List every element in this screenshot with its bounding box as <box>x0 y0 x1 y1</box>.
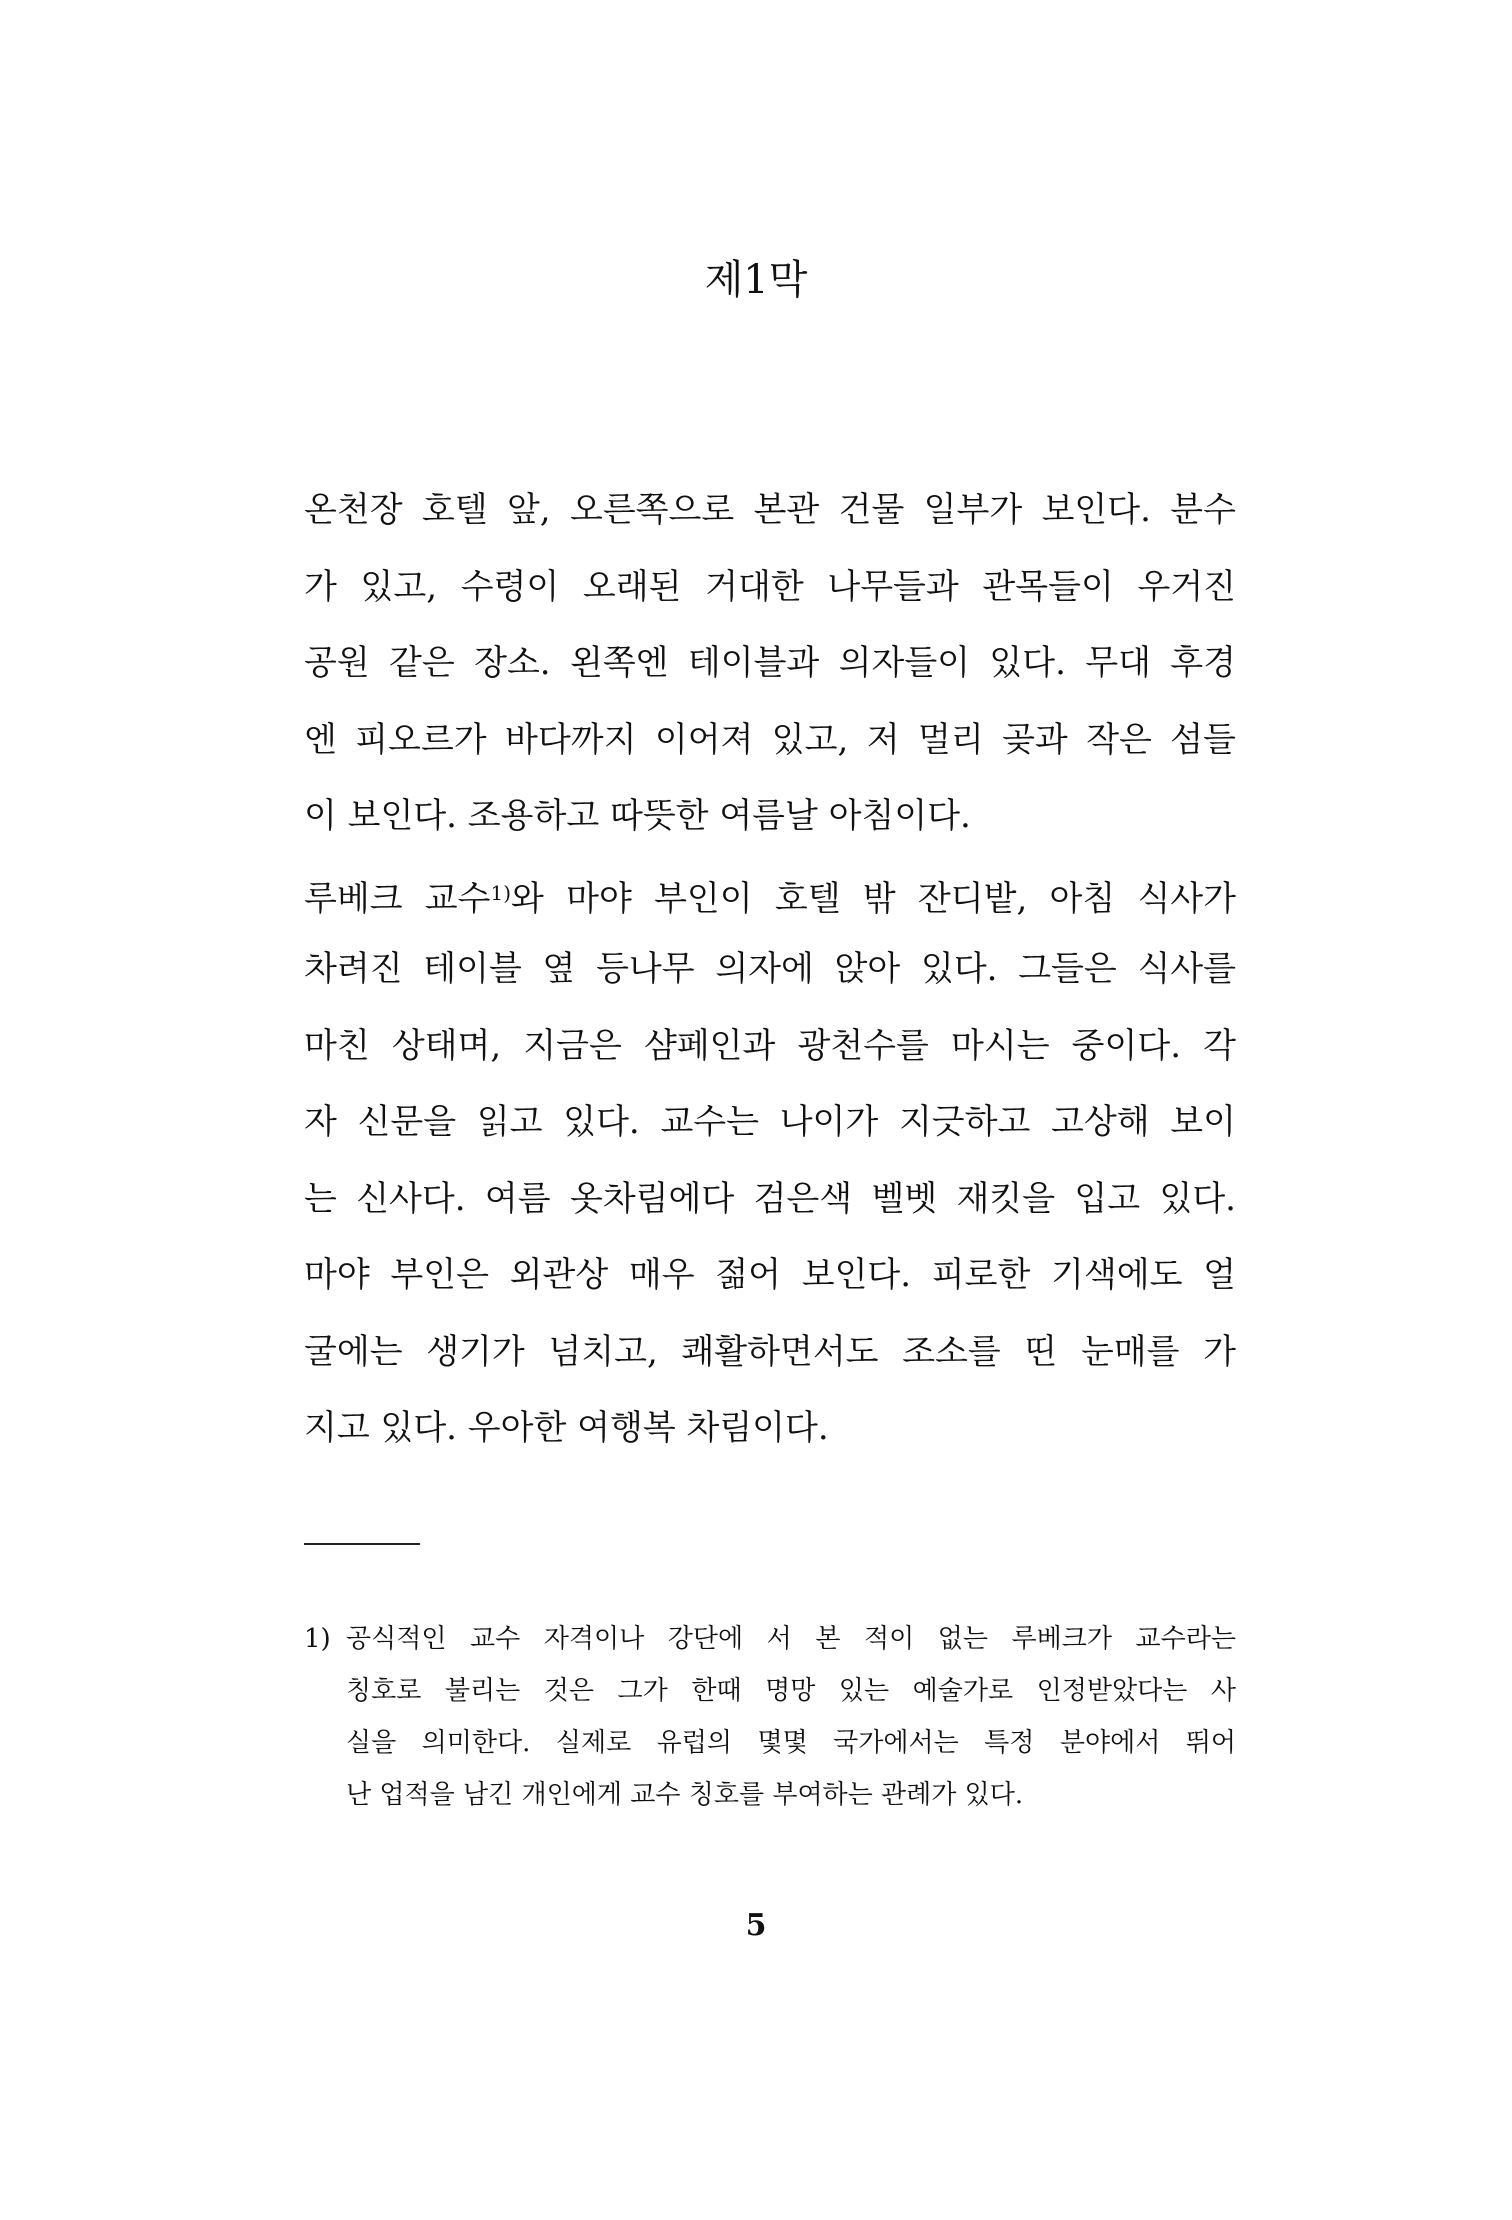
text-line: 엔 피오르가 바다까지 이어져 있고, 저 멀리 곶과 작은 섬들 <box>304 719 1236 760</box>
footnote-reference[interactable]: 1) <box>490 880 512 905</box>
footnote-line: 칭호로 불리는 것은 그가 한때 명망 있는 예술가로 인정받았다는 사 <box>346 1676 1236 1706</box>
text-line: 자 신문을 읽고 있다. 교수는 나이가 지긋하고 고상해 보이 <box>304 1102 1236 1142</box>
text-line: 가 있고, 수령이 오래된 거대한 나무들과 관목들이 우거진 <box>304 566 1236 607</box>
text-segment: 루베크 교수 <box>304 878 491 919</box>
chapter-title: 제1막 <box>704 257 808 303</box>
text-line: 마야 부인은 외관상 매우 젊어 보인다. 피로한 기색에도 얼 <box>304 1255 1236 1295</box>
footnote-number: 1) <box>304 1624 331 1654</box>
footnote-line <box>304 1613 1236 1665</box>
text-line <box>304 855 1236 932</box>
footnote-line: 난 업적을 남긴 개인에게 교수 칭호를 부여하는 관례가 있다. <box>346 1780 1024 1810</box>
text-line: 이 보인다. 조용하고 따뜻한 여름날 아침이다. <box>304 796 971 836</box>
footnote <box>304 1613 1236 1821</box>
body-text <box>304 472 1236 1467</box>
text-line: 마친 상태며, 지금은 샴페인과 광천수를 마시는 중이다. 각 <box>304 1025 1236 1066</box>
page-number: 5 <box>745 1908 767 1943</box>
text-line: 는 신사다. 여름 옷차림에다 검은색 벨벳 재킷을 입고 있다. <box>304 1178 1236 1219</box>
text-line: 차려진 테이블 옆 등나무 의자에 앉아 있다. 그들은 식사를 <box>304 949 1236 989</box>
text-segment: 와 마야 부인이 호텔 밖 잔디밭, 아침 식사가 <box>511 878 1236 919</box>
text-line: 지고 있다. 우아한 여행복 차림이다. <box>304 1408 829 1448</box>
footnote-divider <box>304 1543 420 1545</box>
footnote-line: 실을 의미한다. 실제로 유럽의 몇몇 국가에서는 특정 분야에서 뛰어 <box>346 1728 1236 1758</box>
text-line: 온천장 호텔 앞, 오른쪽으로 본관 건물 일부가 보인다. 분수 <box>304 490 1236 530</box>
text-line: 공원 같은 장소. 왼쪽엔 테이블과 의자들이 있다. 무대 후경 <box>304 643 1236 683</box>
footnote-text: 공식적인 교수 자격이나 강단에 서 본 적이 없는 루베크가 교수라는 <box>346 1624 1236 1654</box>
text-line: 굴에는 생기가 넘치고, 쾌활하면서도 조소를 띤 눈매를 가 <box>304 1331 1236 1372</box>
